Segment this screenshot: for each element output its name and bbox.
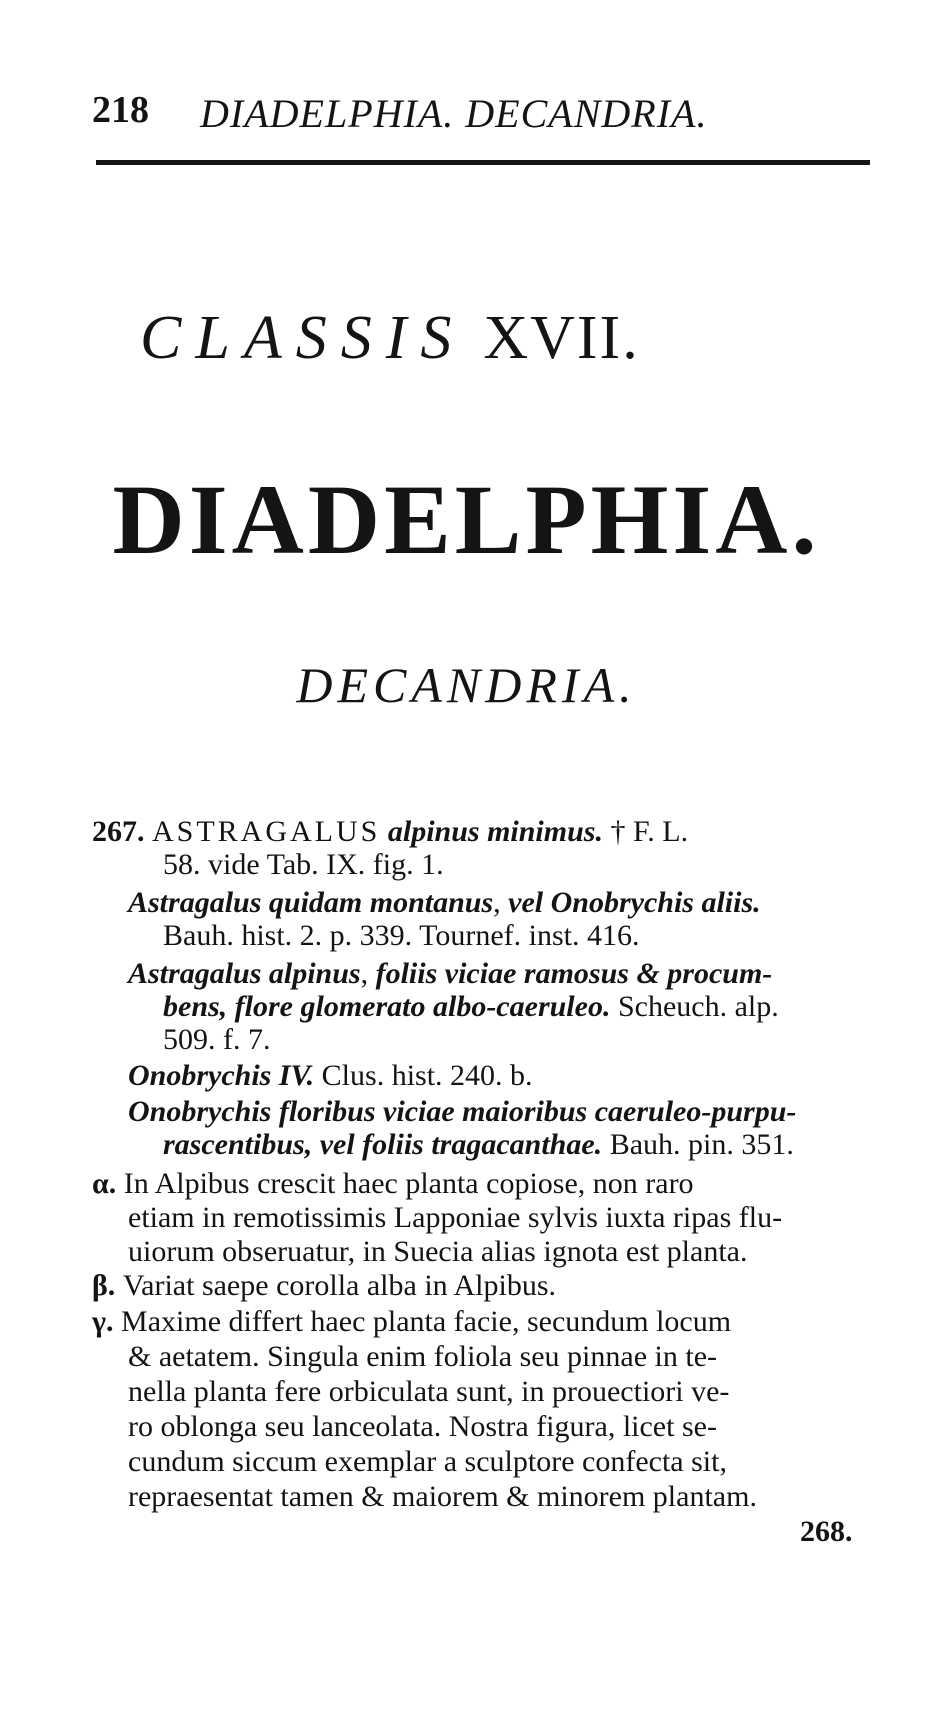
synonym-3-name: Onobrychis IV. <box>128 1059 315 1092</box>
entry-species: alpinus minimus. <box>387 815 603 848</box>
running-title: DIADELPHIA. DECANDRIA. <box>200 91 708 136</box>
synonym-4-name: Onobrychis floribus viciae maioribus caeruleo-purpu- <box>128 1095 797 1128</box>
entry-number: 267. <box>92 815 145 848</box>
synonym-4-line2 <box>163 1127 794 1163</box>
catchword: 268. <box>800 1515 853 1548</box>
note-gamma-line: ro oblonga seu lanceolata. Nostra figura, licet se- <box>128 1410 717 1443</box>
synonym-1-alt: vel Onobrychis aliis. <box>508 886 761 919</box>
synonym-2 <box>128 956 772 992</box>
order-title: DECANDRIA. <box>296 657 637 713</box>
note-gamma-line: & aetatem. Singula enim foliola seu pinnae in te- <box>128 1340 717 1373</box>
synonym-1-sep: , <box>493 886 501 919</box>
synonym-2-desc: foliis viciae ramosus & procum- <box>375 957 773 990</box>
entry-reference-line: 58. vide Tab. IX. fig. 1. <box>163 848 444 881</box>
note-alpha <box>92 1166 694 1202</box>
note-gamma-line: nella planta fere orbiculata sunt, in prouectiori ve- <box>128 1375 730 1408</box>
synonym-2-citation: Scheuch. alp. <box>617 990 779 1023</box>
class-numeral: XVII. <box>483 304 640 372</box>
entry-heading <box>92 814 688 850</box>
note-gamma-line: repraesentat tamen & maiorem & minorem plantam. <box>128 1480 757 1513</box>
synonym-4-citation: Bauh. pin. 351. <box>609 1128 794 1161</box>
note-gamma-marker: γ. <box>92 1305 114 1338</box>
entry-genus: ASTRAGALUS <box>152 815 381 848</box>
running-head <box>92 88 872 138</box>
note-beta-marker: β. <box>92 1269 116 1302</box>
synonym-3 <box>128 1058 533 1094</box>
synonym-1-citation: Bauh. hist. 2. p. 339. Tournef. inst. 416. <box>163 919 640 952</box>
synonym-4 <box>128 1094 796 1130</box>
note-gamma-line: Maxime differt haec planta facie, secundum locum <box>121 1305 732 1338</box>
note-gamma <box>92 1304 731 1340</box>
note-gamma-line: cundum siccum exemplar a sculptore confecta sit, <box>128 1445 727 1478</box>
note-alpha-line: uiorum obseruatur, in Suecia alias ignota est planta. <box>128 1235 748 1268</box>
synonym-4-name-cont: rascentibus, vel foliis tragacanthae. <box>163 1128 603 1161</box>
synonym-2-line3: 509. f. 7. <box>163 1023 271 1056</box>
page-number: 218 <box>92 89 149 131</box>
note-beta <box>92 1268 556 1304</box>
synonym-1-name: Astragalus quidam montanus <box>128 886 494 919</box>
note-alpha-marker: α. <box>92 1167 117 1200</box>
entry-mark: † <box>610 815 626 848</box>
synonym-2-name: Astragalus alpinus <box>128 957 361 990</box>
synonym-2-desc-cont: bens, flore glomerato albo-caeruleo. <box>163 990 611 1023</box>
synonym-2-sep: , <box>360 957 369 990</box>
synonym-3-citation: Clus. hist. 240. b. <box>321 1059 533 1092</box>
note-alpha-line: In Alpibus crescit haec planta copiose, non raro <box>123 1167 694 1200</box>
note-alpha-line: etiam in remotissimis Lapponiae sylvis iuxta ripas flu- <box>128 1201 783 1234</box>
class-word: CLASSIS <box>140 304 466 372</box>
entry-flora-ref: F. L. <box>632 815 689 848</box>
synonym-1 <box>128 885 761 921</box>
synonym-2-line2 <box>163 989 779 1025</box>
class-title: DIADELPHIA. <box>112 464 821 575</box>
header-rule <box>96 160 870 165</box>
class-heading <box>140 303 640 374</box>
note-beta-line: Variat saepe corolla alba in Alpibus. <box>122 1269 557 1302</box>
